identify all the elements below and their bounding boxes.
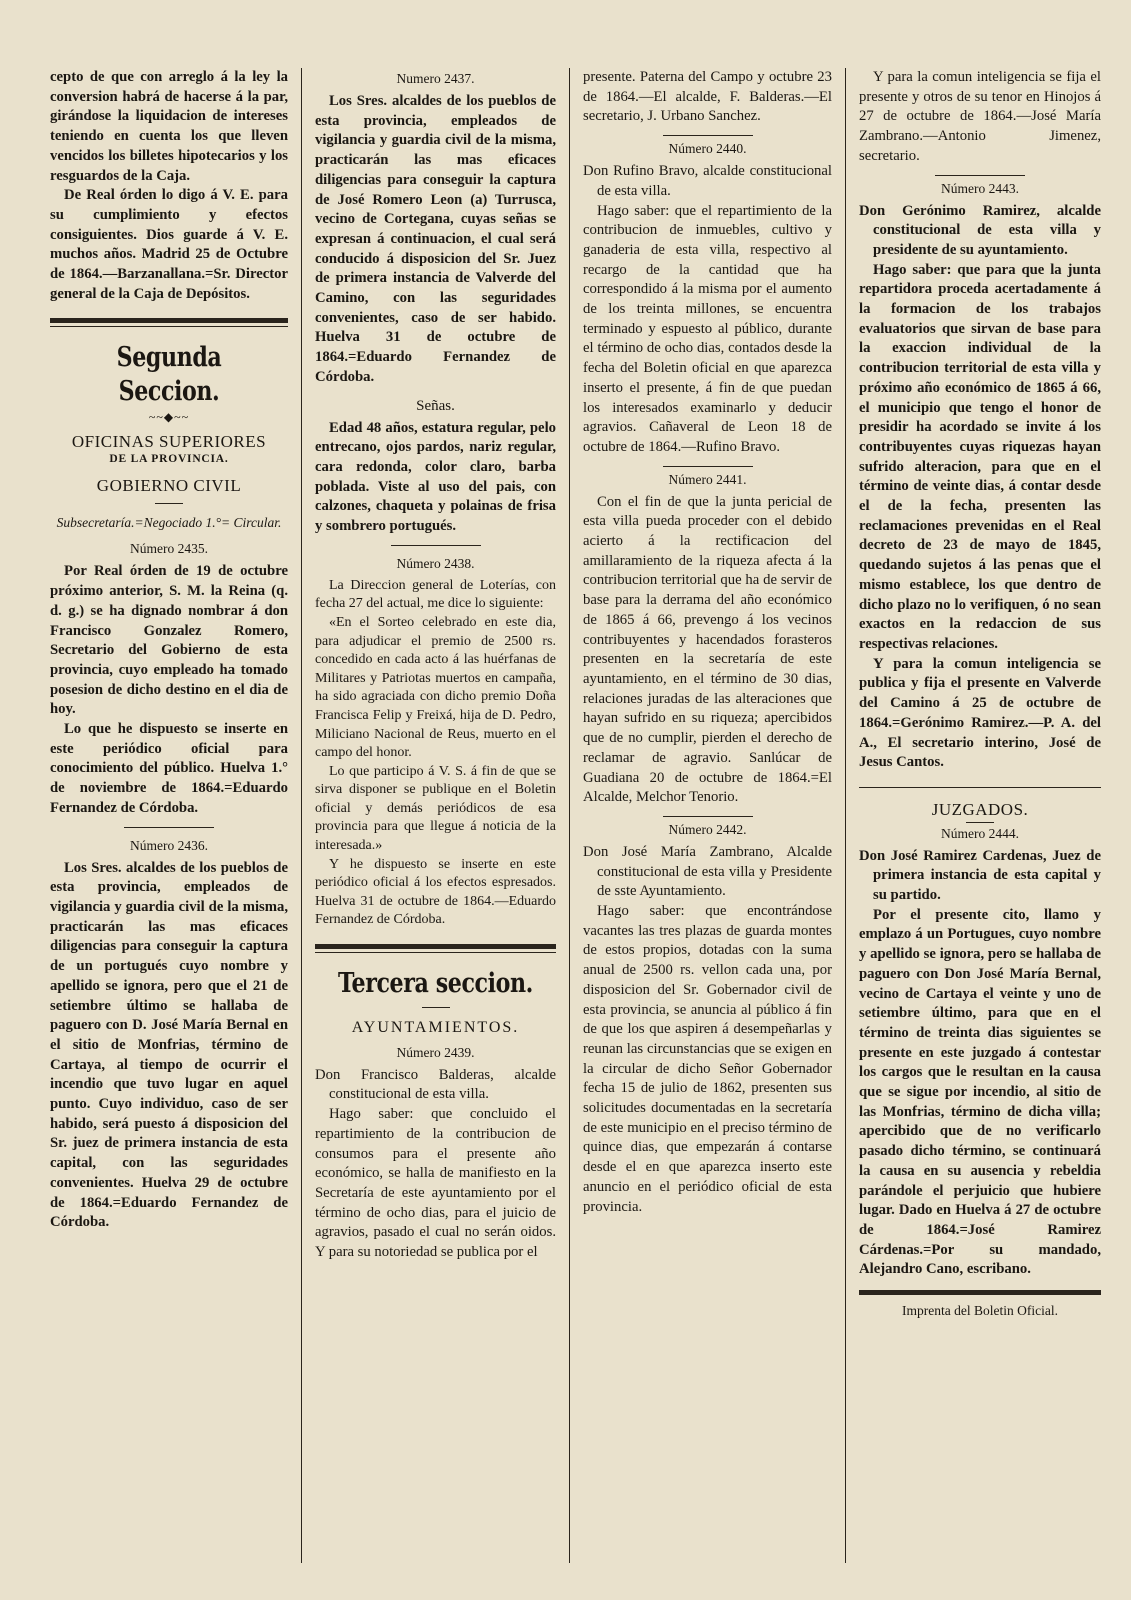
notice-divider — [391, 545, 481, 546]
subsection-label: Subsecretaría.=Negociado 1.°= Circular. — [56, 515, 282, 531]
section-title-tercera: Tercera seccion. — [338, 968, 533, 1000]
column-4 — [859, 68, 1101, 1588]
footer-divider — [859, 1290, 1101, 1295]
column-rule — [301, 68, 302, 1563]
notice-head: Don Francisco Balderas, alcalde constitucional de esta villa. — [315, 1066, 556, 1103]
notice-head: Don José Ramirez Cardenas, Juez de primera instancia de esta capital y su partido. — [859, 847, 1101, 904]
ayuntamientos-heading: AYUNTAMIENTOS. — [351, 1019, 520, 1037]
notice-text: Los Sres. alcaldes de los pueblos de esta provincia, empleados de vigilancia y guardia civil de la misma, practicarán las mas eficaces diligencias para conseguir la captura de José Romero Leon (a) Turrusca, vecino de Cortegana, cuyas señas se expresan á continuacion, el cual será conducido á disposicion del Sr. Juez de primera instancia de Valverde del Camino, con las seguridades convenientes, caso de ser habido. Huelva 31 de octubre de 1864.=Eduardo Fernandez de Córdoba. — [315, 93, 556, 385]
notice-head: Don José María Zambrano, Alcalde constitucional de esta villa y Presidente de sste Ayuntamiento. — [583, 843, 832, 900]
short-rule — [155, 503, 183, 504]
section-divider — [859, 787, 1101, 788]
notice-number: Número 2440. — [668, 141, 747, 157]
imprint-line: Imprenta del Boletin Oficial. — [902, 1303, 1058, 1319]
office-title: OFICINAS SUPERIORES — [71, 432, 267, 452]
column-3 — [583, 68, 832, 1588]
notice-text: Hago saber: que el repartimiento de la contribucion de inmuebles, cultivo y ganaderia de esta villa, respectivo al recargo de la cantidad que ha correspondido á la misma por el aumento de los treinta millones, se encuentra terminado y espuesto al público, durante el término de ocho dias, contados desde la fecha del Boletin oficial en que aparezca inserto el presente, á fin de que puedan los interesados examinarlo y deducir agravios. Cañaveral de Leon 18 de octubre de 1864.—Rufino Bravo. — [583, 202, 832, 455]
short-rule — [966, 822, 994, 823]
notice-text: Hago saber: que encontrándose vacantes las tres plazas de guarda montes de estos propios, dotadas con la suma anual de 2500 rs. vellon cada una, por disposicion del Sr. Gobernador civil de esta provincia, se anuncia al público á fin de que los que aspiren á desempeñarlas y reunan las circunstancias que se exigen en la circular de dicho Señor Gobernador fecha 15 de julio de 1862, presenten sus solicitudes documentadas en la secretaría de este municipio en el preciso término de quince dias, que empezarán á contarse desde el en que aparezca inserto este anuncio en el periódico oficial de esta provincia. — [583, 903, 832, 1215]
notice-number: Número 2443. — [941, 180, 1019, 196]
notice-text: Por Real órden de 19 de octubre próximo anterior, S. M. la Reina (q. d. g.) se ha dignado nombrar á don Francisco Gonzalez Romero, Secretario del Gobierno de esta provincia, cuyo empleado ha tomado posesion de dicho destino en el dia de hoy. — [50, 563, 288, 718]
short-rule — [422, 1007, 450, 1008]
section-divider-thin — [315, 952, 556, 953]
notice-text: «En el Sorteo celebrado en este dia, para adjudicar el premio de 2500 rs. concedido en cada acto á las huérfanas de Militares y Patriotas muertos en campaña, ha sido agraciada con dicho premio Doña Francisca Felip y Freixá, hija de D. Pedro, Miliciano Nacional de Reus, muerto en el campo del honor. — [315, 614, 556, 761]
columns — [50, 68, 1101, 1588]
notice-text: Hago saber: que concluido el repartimiento de la contribucion de consumos para el presente año económico, se halla de manifiesto en la Secretaría de este ayuntamiento por el término de ocho dias, para el juicio de agravios, pasado el cual no serán oidos. Y para su notoriedad se publica por el — [315, 1106, 556, 1261]
notice-head: Don Gerónimo Ramirez, alcalde constitucional de esta villa y presidente de su ayuntamiento. — [859, 202, 1101, 258]
continued-paragraph: cepto de que con arreglo á la ley la conversion habrá de hacerse á la par, girándose la liquidacion de intereses teniendo en cuenta los que lleven vencidos los billetes hipotecarios y los resguardos de la Caja. — [50, 69, 288, 184]
section-divider — [50, 318, 288, 323]
notice-number: Número 2436. — [130, 837, 208, 853]
notice-divider — [124, 827, 214, 828]
ornament: ~~◆~~ — [148, 410, 190, 425]
notice-number: Número 2442. — [668, 821, 747, 837]
notice-divider — [663, 135, 753, 136]
continued-paragraph: presente. Paterna del Campo y octubre 23 de 1864.—El alcalde, F. Balderas.—El secretario, J. Urbano Sanchez. — [583, 69, 832, 125]
notice-number: Número 2441. — [668, 471, 747, 487]
notice-text: Por el presente cito, llamo y emplazo á un Portugues, cuyo nombre y apellido se ignora, pero se hallaba de paguero con Don José María Bernal, vecino de Cartaya el veinte y uno de setiembre último, para que en el término de treinta dias siguientes se presente en este juzgado á contestar los cargos que le resultan en la causa que se sigue por incendio, al sitio de las Monfrias, término de dicha villa; apercibido que de no verificarlo pasado dicho término, se continuará la causa en su ausencia y rebeldia parándole el perjuicio que hubiere lugar. Dado en Huelva á 27 de octubre de 1864.=José Ramirez Cárdenas.=Por su mandado, Alejandro Cano, escribano. — [859, 906, 1101, 1278]
notice-text: Lo que participo á V. S. á fin de que se sirva disponer se publique en el Boletin oficial y demás periódicos de esa provincia para que llegue á noticia de la interesada.» — [315, 763, 556, 854]
senas-text: Edad 48 años, estatura regular, pelo entrecano, ojos pardos, nariz regular, cara redonda, color claro, barba poblada. Viste al uso del pais, con calzones, chaqueta y polainas de frisa y sombrero portugués. — [315, 419, 556, 535]
notice-number: Número 2435. — [130, 541, 208, 557]
column-1 — [50, 68, 288, 1588]
notice-number: Numero 2437. — [396, 71, 475, 86]
government-title: GOBIERNO CIVIL — [96, 476, 242, 496]
juzgados-heading: JUZGADOS. — [931, 799, 1029, 819]
notice-divider — [935, 175, 1025, 176]
notice-text: Con el fin de que la junta pericial de esta villa pueda proceder con el debido acierto á la rectificacion del amillaramiento de la riqueza afecta á la contribucion territorial que ha de servir de base para la derrama del año económico de 1865 á 66, prevengo á los vecinos contribuyentes y hacendados forasteros presenten en la secretaría de este ayuntamiento, en el término de 30 dias, relaciones juradas de las alteraciones que hayan sufrido en su riqueza; apercibidos que de no cumplir, pierden el derecho de reclamar de agravio. Sanlúcar de Guadiana 20 de octubre de 1864.=El Alcalde, Melchor Tenorio. — [583, 493, 832, 806]
notice-text: Los Sres. alcaldes de los pueblos de esta provincia, empleados de vigilancia y guardia civil de la misma, practicarán las mas eficaces diligencias para conseguir la captura de un portugués cuyo nombre y apellido se ignora, pero que el 21 de setiembre último se hallaba de paguero con D. José María Bernal en el sitio de Monfrias, término de Cartaya, al tiempo de ocurrir el incendio que tuvo lugar en aquel punto. Cuyo individuo, caso de ser habido, será puesto á disposicion del Sr. juez de primera instancia de esta capital, con las seguridades convenientes. Huelva 29 de octubre de 1864.=Eduardo Fernandez de Córdoba. — [50, 859, 288, 1231]
notice-text: Y para la comun inteligencia se publica y fija el presente en Valverde del Camino á 25 de octubre de 1864.=Gerónimo Ramirez.—P. A. del A., El secretario interino, José de Jesus Cantos. — [859, 655, 1101, 771]
notice-number: Número 2444. — [941, 825, 1019, 841]
notice-text: Hago saber: que para que la junta repartidora proceda acertadamente á la formacion de los trabajos evaluatorios que sirvan de base para la exaccion individual de la contribucion territorial de esta villa y próximo año económico de 1865 á 66, el municipio que tengo el honor de presidir ha acordado se invite á los contribuyentes cuyas riquezas hayan sufrido alteracion, para que en el término de veinte dias, á contar desde el de la fecha, presenten las reclamaciones prevenidas en el Real decreto de 23 de mayo de 1845, quedando sujetos á las penas que el mismo establece, los que dentro de dicho plazo no lo verifiquen, ó no sean exactos en la redaccion de sus respectivas relaciones. — [859, 261, 1101, 652]
column-rule — [845, 68, 846, 1563]
notice-number: Número 2439. — [396, 1044, 475, 1060]
section-divider — [315, 944, 556, 949]
notice-text: Lo que he dispuesto se inserte en este periódico oficial para conocimiento del público. Huelva 1.° de noviembre de 1864.=Eduardo Fernandez de Córdoba. — [50, 721, 288, 816]
notice-head: Don Rufino Bravo, alcalde constitucional de esta villa. — [583, 163, 832, 199]
notice-divider — [663, 816, 753, 817]
section-title-segunda: Segunda Seccion. — [116, 342, 222, 408]
notice-divider — [663, 466, 753, 467]
senas-label: Señas. — [416, 397, 455, 414]
notice-number: Número 2438. — [396, 555, 475, 571]
office-subtitle: DE LA PROVINCIA. — [109, 453, 229, 466]
column-rule — [569, 68, 570, 1563]
notice-text: Y he dispuesto se inserte en este periódico oficial á los efectos espresados. Huelva 31 de octubre de 1864.—Eduardo Fernandez de Córdoba. — [315, 856, 556, 928]
column-2 — [315, 68, 556, 1588]
notice-text: La Direccion general de Loterías, con fecha 27 del actual, me dice lo siguiente: — [315, 577, 556, 612]
royal-order-paragraph: De Real órden lo digo á V. E. para su cumplimiento y efectos consiguientes. Dios guarde á V. E. muchos años. Madrid 25 de Octubre de 1864.—Barzanallana.=Sr. Director general de la Caja de Depósitos. — [50, 187, 288, 302]
continued-paragraph: Y para la comun inteligencia se fija el presente y otros de su tenor en Hinojos á 27 de octubre de 1864.—José María Zambrano.—Antonio Jimenez, secretario. — [859, 69, 1101, 164]
section-divider-thin — [50, 326, 288, 327]
